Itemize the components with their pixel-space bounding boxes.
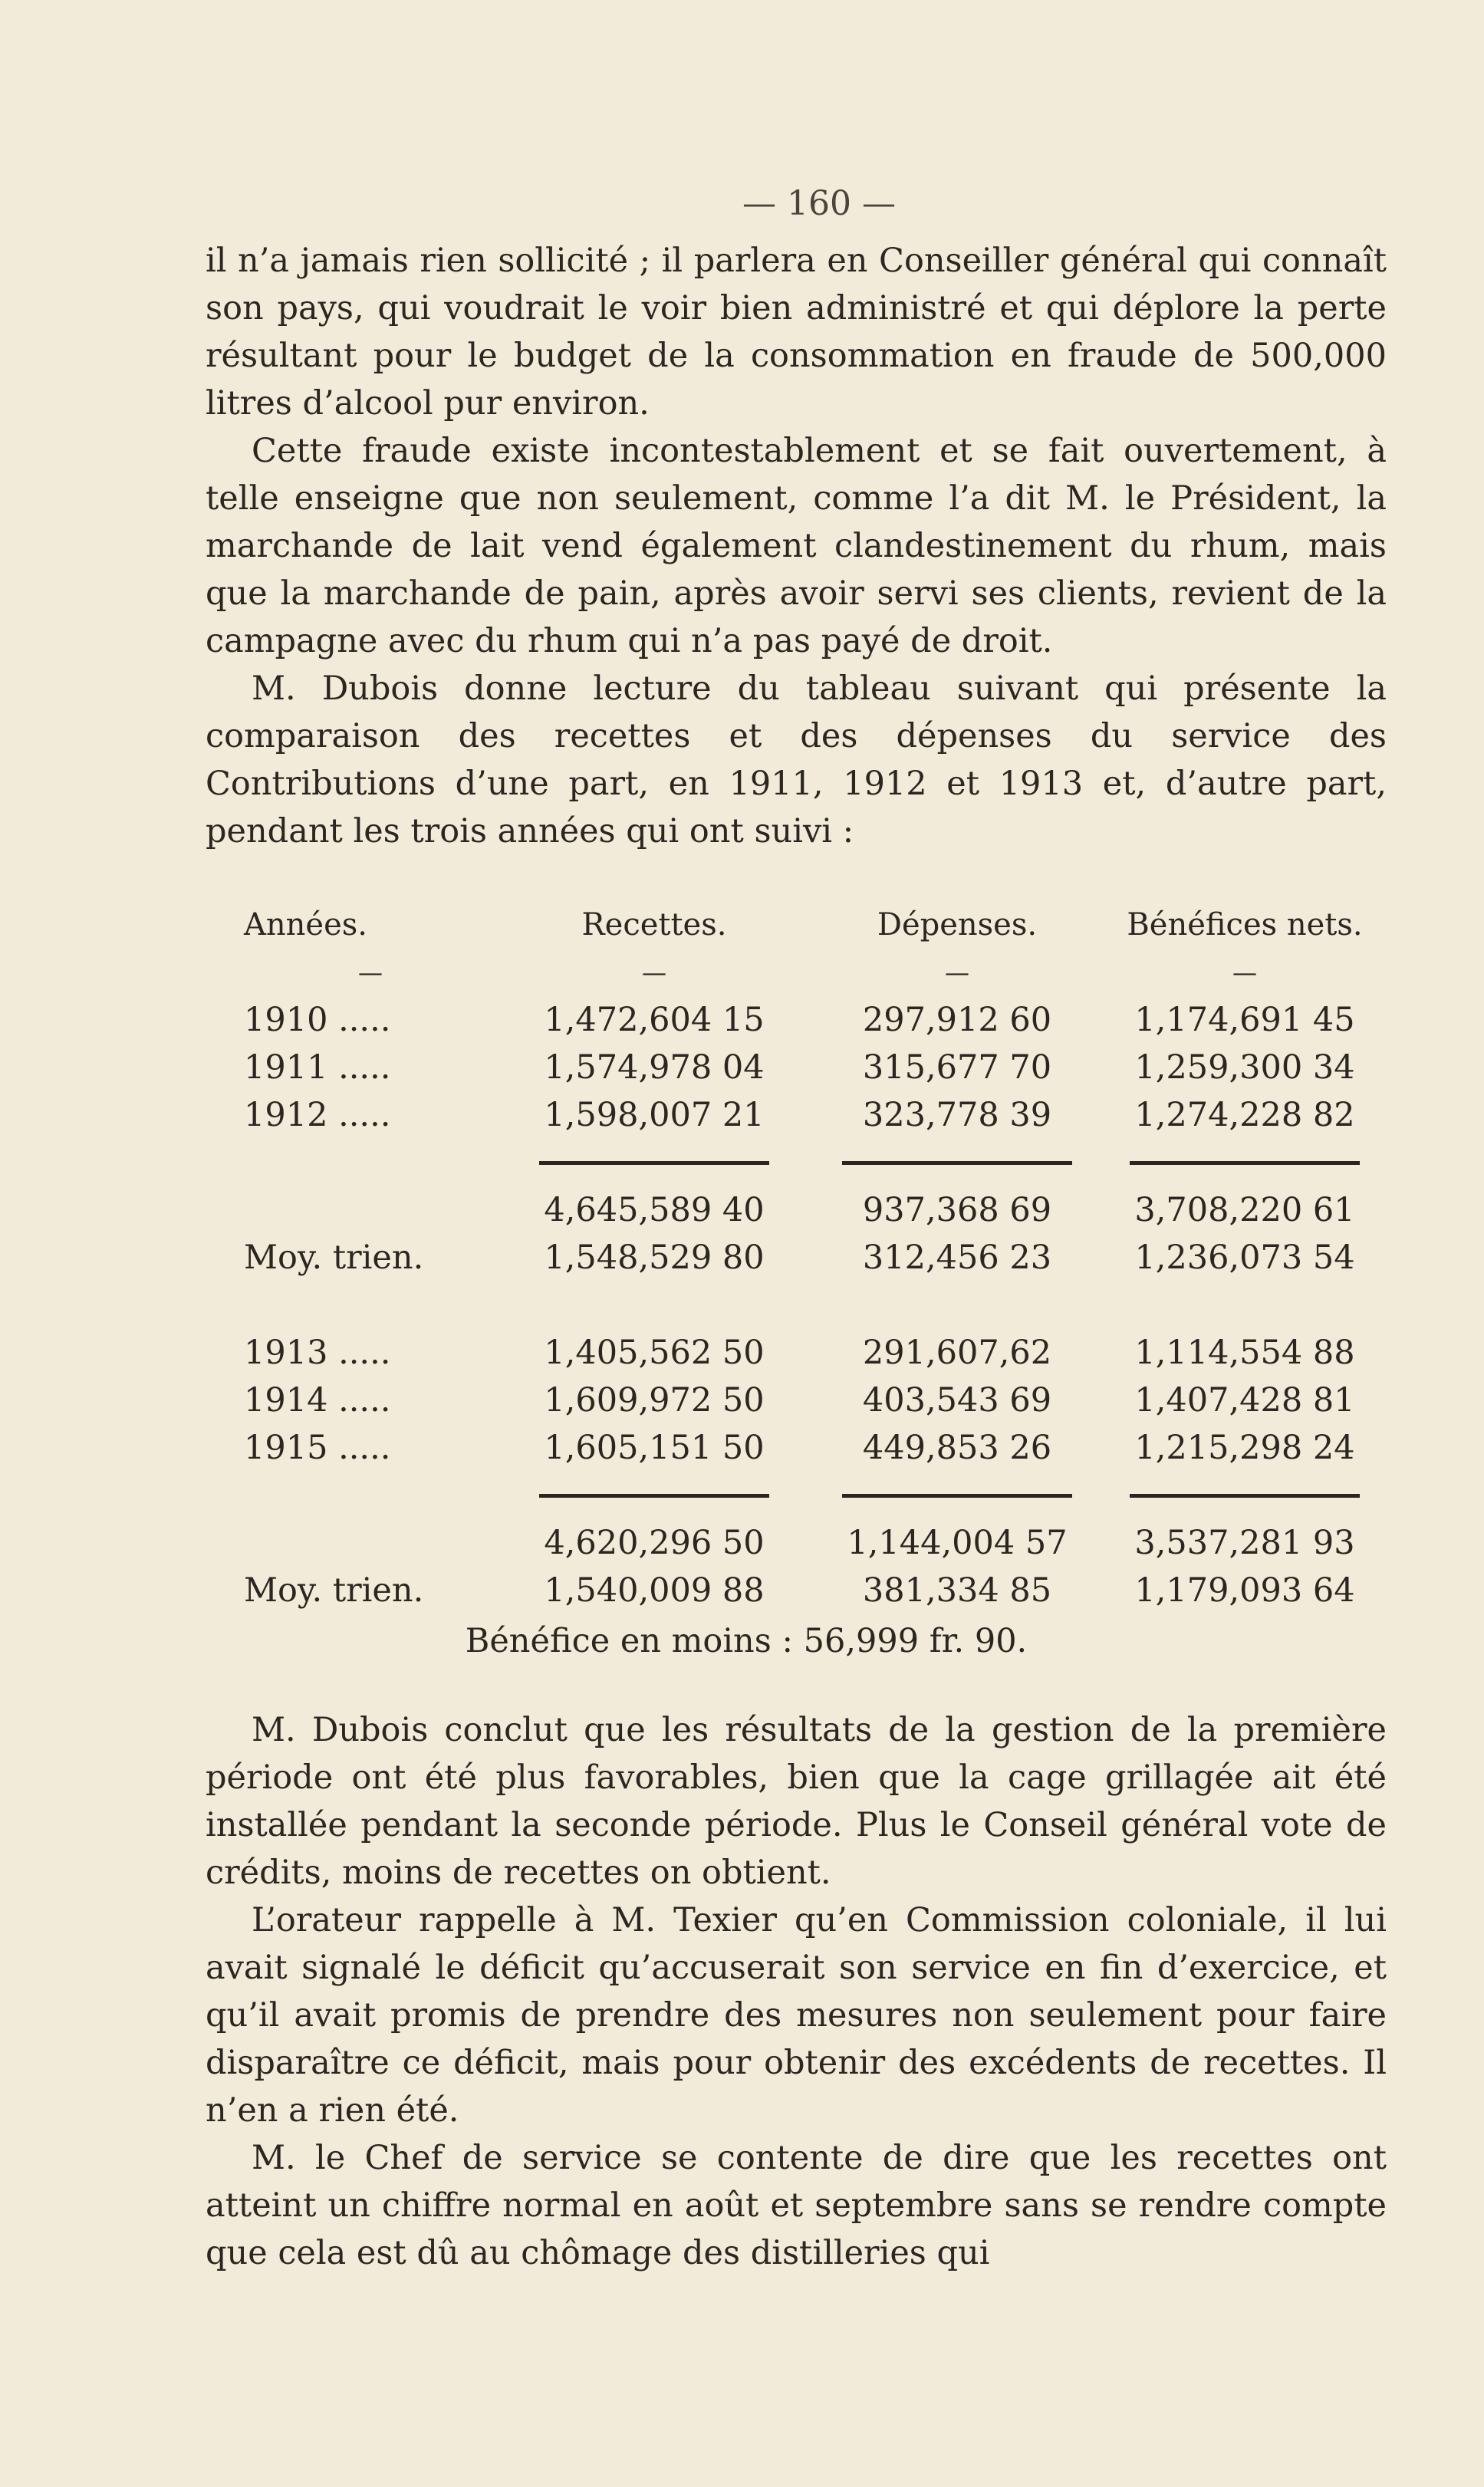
table-row [244,1329,1387,1377]
total-receipts: 4,645,589 40 [544,1191,765,1229]
net-profit-cell: 1,215,298 24 [1134,1429,1355,1467]
year-cell: 1910 ..... [244,1001,391,1039]
benefit-summary: Bénéfice en moins : 56,999 fr. 90. [465,1622,1028,1660]
year-cell: 1911 ..... [244,1048,391,1087]
total-rule [539,1161,769,1165]
table-row [244,1377,1387,1424]
paragraph-service-chief: M. le Chef de service se contente de dire que les recettes ont atteint un chiffre normal en août et septembre sans se rendre compte que cela est dû au chômage des distilleries qui [206,2139,1387,2272]
net-profit-cell: 1,259,300 34 [1134,1048,1355,1087]
receipts-cell: 1,609,972 50 [544,1381,765,1419]
average-net-profit: 1,236,073 54 [1134,1239,1355,1277]
total-rule [842,1494,1072,1498]
net-profit-cell: 1,114,554 88 [1134,1334,1355,1372]
total-row [244,1186,1387,1234]
average-row [244,1234,1387,1281]
table-row [244,1091,1387,1139]
average-label: Moy. trien. [244,1239,424,1277]
dash: — [1232,958,1257,987]
total-rule [539,1494,769,1498]
table-row [244,996,1387,1044]
table-row [244,1044,1387,1091]
total-rule [842,1161,1072,1165]
receipts-cell: 1,605,151 50 [544,1429,765,1467]
dash: — [358,958,383,987]
average-expenses: 381,334 85 [862,1571,1052,1610]
document-page [206,184,1387,2277]
average-row [244,1567,1387,1614]
total-expenses: 1,144,004 57 [847,1524,1068,1562]
net-profit-cell: 1,407,428 81 [1134,1381,1355,1419]
average-net-profit: 1,179,093 64 [1134,1571,1355,1610]
total-rule [1130,1161,1360,1165]
expenses-cell: 449,853 26 [862,1429,1052,1467]
total-net-profit: 3,537,281 93 [1134,1524,1355,1562]
expenses-cell: 403,543 69 [862,1381,1052,1419]
paragraph-continuation: il n’a jamais rien sollicité ; il parlera en Conseiller général qui connaît son pays, qui voudrait le voir bien administré et qui déplore la perte résultant pour le budget de la consommation en fraude de 500,000 litres d’alcool pur environ. [206,242,1387,423]
net-profit-cell: 1,274,228 82 [1134,1096,1355,1134]
total-net-profit: 3,708,220 61 [1134,1191,1355,1229]
table-header-row [244,901,1387,949]
header-expenses: Dépenses. [877,907,1038,942]
total-rule-row [244,1472,1387,1519]
total-rule-row [244,1139,1387,1186]
average-label: Moy. trien. [244,1571,424,1610]
paragraph-table-intro: M. Dubois donne lecture du tableau suivant qui présente la comparaison des recettes et des dépenses du service des Contributions d’une part, en 1911, 1912 et 1913 et, d’autre part, pendant les trois années qui ont suivi : [206,669,1387,850]
header-dash-row [244,949,1387,996]
average-receipts: 1,540,009 88 [544,1571,765,1610]
receipts-cell: 1,598,007 21 [544,1096,765,1134]
paragraph-fraud: Cette fraude existe incontestablement et se fait ouvertement, à telle enseigne que non seulement, comme l’a dit M. le Président, la marchande de lait vend également clandestinement du rhum, mais que la marchande de pain, après avoir servi ses clients, revient de la campagne avec du rhum qui n’a pas payé de droit. [206,432,1387,660]
total-row [244,1519,1387,1567]
receipts-cell: 1,472,604 15 [544,1001,765,1039]
dash: — [945,958,969,987]
expenses-cell: 323,778 39 [862,1096,1052,1134]
net-profit-cell: 1,174,691 45 [1134,1001,1355,1039]
average-receipts: 1,548,529 80 [544,1239,765,1277]
total-rule [1130,1494,1360,1498]
expenses-cell: 291,607,62 [862,1334,1052,1372]
table-row [244,1424,1387,1472]
year-cell: 1912 ..... [244,1096,391,1134]
total-receipts: 4,620,296 50 [544,1524,765,1562]
receipts-cell: 1,405,562 50 [544,1334,765,1372]
header-years: Années. [244,907,367,942]
header-receipts: Recettes. [581,907,727,942]
year-cell: 1915 ..... [244,1429,391,1467]
paragraph-orator: L’orateur rappelle à M. Texier qu’en Commission coloniale, il lui avait signalé le déficit qu’accuserait son service en fin d’exercice, et qu’il avait promis de prendre des mesures non seulement pour faire disparaître ce déficit, mais pour obtenir des excédents de recettes. Il n’en a rien été. [206,1901,1387,2130]
expenses-cell: 315,677 70 [862,1048,1052,1087]
average-expenses: 312,456 23 [862,1239,1052,1277]
comparison-table [244,901,1387,1614]
year-cell: 1914 ..... [244,1381,391,1419]
header-net-profit: Bénéfices nets. [1127,907,1363,942]
dash: — [642,958,666,987]
total-label [244,1186,497,1234]
expenses-cell: 297,912 60 [862,1001,1052,1039]
total-expenses: 937,368 69 [862,1191,1052,1229]
paragraph-conclusion: M. Dubois conclut que les résultats de la gestion de la première période ont été plus favorables, bien que la cage grillagée ait été installée pendant la seconde période. Plus le Conseil général vote de crédits, moins de recettes on obtient. [206,1711,1387,1892]
year-cell: 1913 ..... [244,1334,391,1372]
receipts-cell: 1,574,978 04 [544,1048,765,1087]
page-number: — 160 — [742,184,896,223]
total-label [244,1519,497,1567]
